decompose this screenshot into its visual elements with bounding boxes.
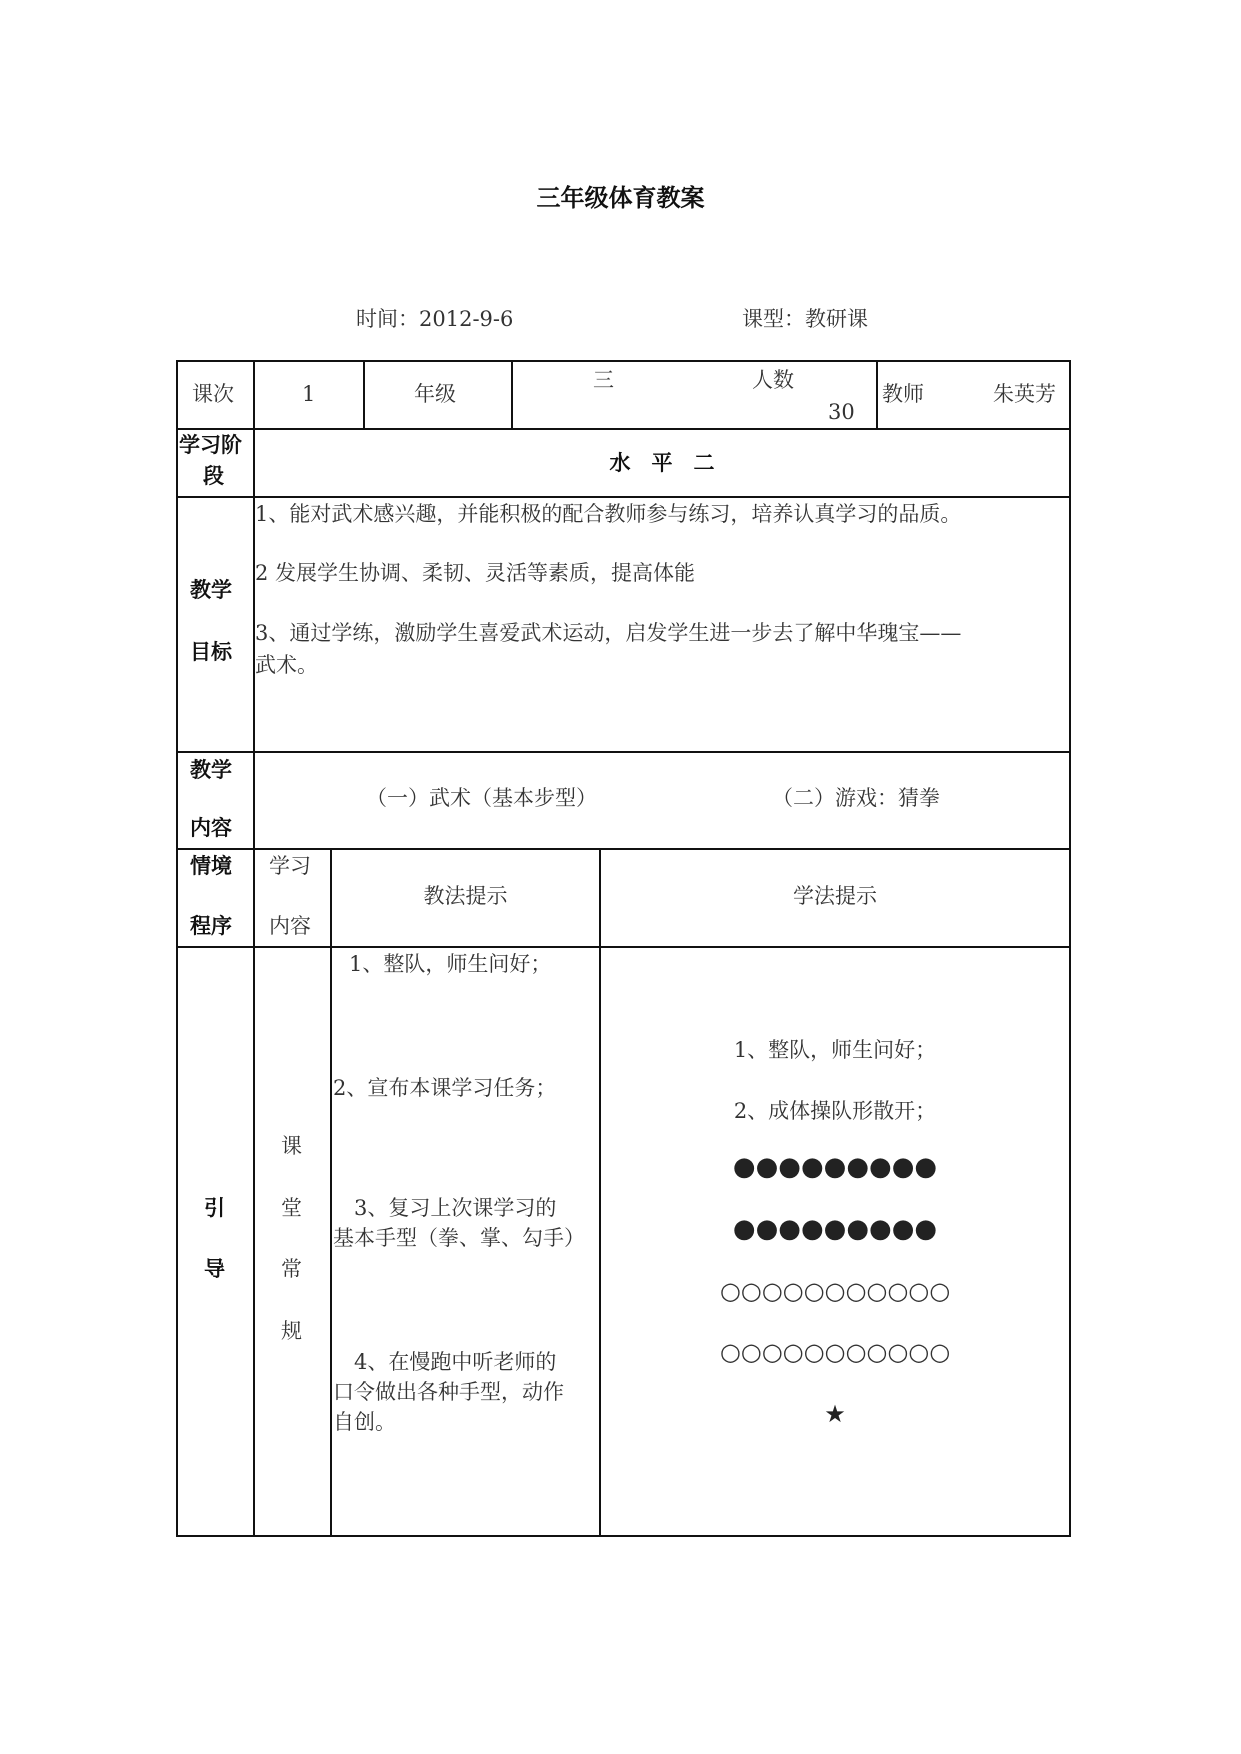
objectives-label-line2: 目标 <box>190 640 232 664</box>
objective-item-1: 1、能对武术感兴趣，并能积极的配合教师参与练习，培养认真学习的品质。 <box>255 502 962 526</box>
column-divider <box>511 362 513 428</box>
column-divider <box>876 362 878 428</box>
formation-row-hollow-1: ○○○○○○○○○○○ <box>719 1277 951 1305</box>
teaching-step-4-line2: 口令做出各种手型，动作 <box>333 1380 564 1404</box>
content-part-2: （二）游戏：猜拳 <box>772 786 940 810</box>
column-divider <box>363 362 365 428</box>
content-label-line2: 内容 <box>190 816 232 840</box>
content-part-1: （一）武术（基本步型） <box>366 786 597 810</box>
teaching-step-3-line2: 基本手型（拳、掌、勾手） <box>333 1226 585 1250</box>
study-header-line1: 学习 <box>269 854 311 878</box>
teaching-step-3-line1: 3、复习上次课学习的 <box>333 1196 557 1220</box>
learning-step-2: 2、成体操队形散开； <box>733 1099 937 1123</box>
situation-header-line1: 情境 <box>190 854 232 878</box>
learning-step-1: 1、整队，师生问好； <box>733 1038 937 1062</box>
stage-label-line1: 学习阶 <box>179 433 242 457</box>
document-title: 三年级体育教案 <box>536 184 705 212</box>
column-divider <box>330 848 332 1535</box>
teacher-name: 朱英芳 <box>993 382 1056 406</box>
formation-row-filled-2: ●●●●●●●●● <box>732 1214 938 1244</box>
teaching-step-2: 2、宣布本课学习任务； <box>333 1076 557 1100</box>
intro-situation-char1: 引 <box>204 1196 225 1220</box>
objectives-label-line1: 教学 <box>190 578 232 602</box>
learning-tips-cell <box>601 948 1069 1535</box>
lesson-number-label: 课次 <box>192 382 234 406</box>
stage-value: 水 平 二 <box>609 451 715 475</box>
objective-item-3-line1: 3、通过学练，激励学生喜爱武术运动，启发学生进一步去了解中华瑰宝—— <box>255 621 962 645</box>
column-divider <box>253 362 255 1535</box>
objective-item-2: 2 发展学生协调、柔韧、灵活等素质，提高体能 <box>255 561 696 585</box>
teaching-tips-header: 教法提示 <box>423 884 508 908</box>
routine-char2: 堂 <box>281 1196 302 1220</box>
teacher-label: 教师 <box>882 382 924 406</box>
lesson-type: 课型：教研课 <box>742 307 868 331</box>
grade-label: 年级 <box>414 382 456 406</box>
formation-row-filled-1: ●●●●●●●●● <box>732 1152 938 1182</box>
lesson-number-value: 1 <box>302 382 316 406</box>
teaching-step-4-line3: 自创。 <box>333 1410 396 1434</box>
formation-row-hollow-2: ○○○○○○○○○○○ <box>719 1338 951 1366</box>
teaching-step-4-line1: 4、在慢跑中听老师的 <box>333 1350 557 1374</box>
routine-char3: 常 <box>281 1257 302 1281</box>
teacher-position-star-icon: ★ <box>824 1400 846 1428</box>
content-label-line1: 教学 <box>190 758 232 782</box>
intro-situation-char2: 导 <box>204 1257 225 1281</box>
student-count-value: 30 <box>828 400 855 424</box>
situation-header-line2: 程序 <box>190 914 232 938</box>
routine-char1: 课 <box>281 1134 302 1158</box>
student-count-label: 人数 <box>752 368 794 392</box>
objective-item-3-line2: 武术。 <box>255 653 318 677</box>
row-divider <box>178 428 1069 430</box>
row-divider <box>178 848 1069 850</box>
learning-tips-header: 学法提示 <box>793 884 877 908</box>
teaching-step-1: 1、整队，师生问好； <box>349 952 552 976</box>
lesson-plan-table <box>176 360 1071 1537</box>
lesson-time: 时间：2012-9-6 <box>356 307 514 331</box>
routine-char4: 规 <box>281 1319 302 1343</box>
row-divider <box>178 751 1069 753</box>
study-header-line2: 内容 <box>269 914 311 938</box>
stage-label-line2: 段 <box>203 464 224 488</box>
grade-value: 三 <box>593 368 614 392</box>
